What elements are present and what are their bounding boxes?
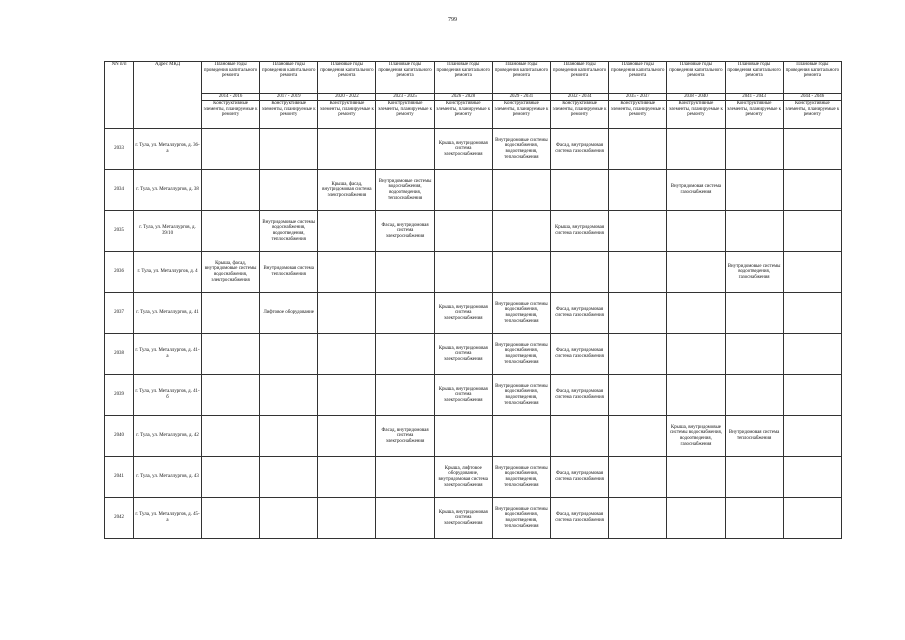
row-address: г. Тула, ул. Металлургов, д. 42	[134, 416, 202, 457]
repair-elements-cell	[434, 170, 492, 211]
row-address: г. Тула, ул. Металлургов, д. 41	[134, 293, 202, 334]
repair-elements-cell	[783, 293, 841, 334]
header-planned-years: Плановые годы проведения капитального ремонта	[550, 62, 608, 94]
table-row	[105, 375, 842, 416]
header-period: 2035 - 2037	[609, 94, 667, 101]
header-period: 2044 - 2046	[783, 94, 841, 101]
repair-elements-cell: Внутридомовые системы водоснабжения, водоотведения, теплоснабжения	[492, 293, 550, 334]
repair-elements-cell	[201, 457, 259, 498]
repair-elements-cell	[550, 252, 608, 293]
repair-elements-cell	[492, 170, 550, 211]
repair-elements-cell: Внутридомовые системы водоотведения, газоснабжения	[725, 252, 783, 293]
row-address: г. Тула, ул. Металлургов, д. 41-а	[134, 334, 202, 375]
header-period: 2017 - 2019	[260, 94, 318, 101]
repair-elements-cell	[783, 334, 841, 375]
repair-elements-cell	[260, 334, 318, 375]
table-row	[105, 293, 842, 334]
repair-elements-cell	[550, 170, 608, 211]
row-address: г. Тула, ул. Металлургов, д. 45-а	[134, 498, 202, 539]
repair-elements-cell	[318, 498, 376, 539]
repair-elements-cell	[667, 293, 725, 334]
repair-elements-cell	[783, 211, 841, 252]
repair-elements-cell: Крыша, фасад, внутридомовая система электроснабжения	[318, 170, 376, 211]
repair-elements-cell	[609, 129, 667, 170]
repair-elements-cell	[434, 416, 492, 457]
repair-elements-cell	[260, 416, 318, 457]
repair-elements-cell: Крыша, внутридомовые системы водоснабжения, водоотведения, газоснабжения	[667, 416, 725, 457]
row-number: 2040	[105, 416, 134, 457]
repair-elements-cell	[492, 211, 550, 252]
row-address: г. Тула, ул. Металлургов, д. 43	[134, 457, 202, 498]
repair-elements-cell	[609, 416, 667, 457]
repair-elements-cell: Внутридомовые системы водоснабжения, водоотведения, теплоснабжения	[492, 334, 550, 375]
repair-elements-cell	[725, 375, 783, 416]
header-period: 2026 - 2028	[434, 94, 492, 101]
header-num: NN п/п	[105, 62, 134, 129]
repair-elements-cell	[201, 170, 259, 211]
repair-elements-cell: Фасад, внутридомовая система газоснабжения	[550, 129, 608, 170]
repair-elements-cell: Внутридомовая система теплоснабжения	[260, 252, 318, 293]
header-elements: Конструктивные элементы, планируемые к ремонту	[318, 101, 376, 129]
header-period: 2023 - 2025	[376, 94, 434, 101]
row-number: 2034	[105, 170, 134, 211]
repair-elements-cell	[318, 129, 376, 170]
header-planned-years: Плановые годы проведения капитального ремонта	[492, 62, 550, 94]
header-planned-years: Плановые годы проведения капитального ремонта	[667, 62, 725, 94]
repair-elements-cell	[783, 129, 841, 170]
repair-elements-cell: Крыша, внутридомовая система газоснабжения	[550, 211, 608, 252]
header-elements: Конструктивные элементы, планируемые к ремонту	[783, 101, 841, 129]
header-planned-years: Плановые годы проведения капитального ремонта	[725, 62, 783, 94]
table-row	[105, 211, 842, 252]
repair-elements-cell: Внутридомовые системы водоснабжения, водоотведения, теплоснабжения	[492, 375, 550, 416]
repair-elements-cell	[667, 375, 725, 416]
repair-elements-cell	[318, 375, 376, 416]
repair-elements-cell: Внутридомовые системы водоснабжения, водоотведения, теплоснабжения	[492, 129, 550, 170]
repair-elements-cell	[318, 211, 376, 252]
repair-elements-cell	[783, 170, 841, 211]
row-number: 2033	[105, 129, 134, 170]
header-elements: Конструктивные элементы, планируемые к ремонту	[492, 101, 550, 129]
row-number: 2038	[105, 334, 134, 375]
row-number: 2042	[105, 498, 134, 539]
repair-elements-cell	[434, 211, 492, 252]
repair-elements-cell	[201, 498, 259, 539]
repair-elements-cell	[260, 170, 318, 211]
repair-elements-cell: Крыша, внутридомовая система электроснабжения	[434, 498, 492, 539]
row-address: г. Тула, ул. Металлургов, д. 41-б	[134, 375, 202, 416]
repair-elements-cell	[667, 457, 725, 498]
header-elements: Конструктивные элементы, планируемые к ремонту	[725, 101, 783, 129]
row-number: 2041	[105, 457, 134, 498]
repair-elements-cell: Внутридомовая система газоснабжения	[667, 170, 725, 211]
repair-elements-cell	[783, 375, 841, 416]
table-row	[105, 129, 842, 170]
repair-elements-cell	[609, 498, 667, 539]
repair-elements-cell: Крыша, внутридомовая система электроснабжения	[434, 334, 492, 375]
row-address: г. Тула, ул. Металлургов, д. 4	[134, 252, 202, 293]
repair-elements-cell	[201, 416, 259, 457]
repair-elements-cell	[201, 293, 259, 334]
repair-elements-cell: Крыша, внутридомовая система электроснабжения	[434, 129, 492, 170]
table-row	[105, 170, 842, 211]
repair-elements-cell	[376, 129, 434, 170]
header-period: 2041 - 2043	[725, 94, 783, 101]
repair-elements-cell	[376, 293, 434, 334]
repair-elements-cell	[725, 498, 783, 539]
repair-elements-cell	[318, 252, 376, 293]
repair-elements-cell: Крыша, фасад, внутридомовые системы водоснабжения, электроснабжения	[201, 252, 259, 293]
header-elements: Конструктивные элементы, планируемые к ремонту	[260, 101, 318, 129]
repair-elements-cell	[667, 334, 725, 375]
repair-elements-cell: Фасад, внутридомовая система газоснабжения	[550, 457, 608, 498]
repair-elements-cell: Внутридомовые системы водоснабжения, водоотведения, теплоснабжения	[376, 170, 434, 211]
repair-elements-cell	[667, 498, 725, 539]
repair-elements-cell: Внутридомовые системы водоснабжения, водоотведения, теплоснабжения	[260, 211, 318, 252]
repair-elements-cell	[609, 334, 667, 375]
repair-elements-cell: Фасад, внутридомовая система газоснабжения	[550, 498, 608, 539]
repair-elements-cell	[783, 498, 841, 539]
repair-elements-cell	[376, 334, 434, 375]
header-period: 2014 - 2016	[201, 94, 259, 101]
repair-elements-cell	[609, 211, 667, 252]
repair-elements-cell: Фасад, внутридомовая система газоснабжения	[550, 375, 608, 416]
repair-elements-cell	[609, 375, 667, 416]
table-row	[105, 498, 842, 539]
header-period: 2032 - 2034	[550, 94, 608, 101]
row-address: г. Тула, ул. Металлургов, д. 38	[134, 170, 202, 211]
table-row	[105, 252, 842, 293]
header-planned-years: Плановые годы проведения капитального ремонта	[201, 62, 259, 94]
header-period: 2038 - 2040	[667, 94, 725, 101]
header-planned-years: Плановые годы проведения капитального ремонта	[783, 62, 841, 94]
table-row	[105, 416, 842, 457]
repair-elements-cell	[492, 416, 550, 457]
repair-elements-cell	[376, 457, 434, 498]
repair-elements-cell	[492, 252, 550, 293]
repair-elements-cell	[783, 416, 841, 457]
repair-elements-cell	[318, 334, 376, 375]
repair-elements-cell	[609, 170, 667, 211]
row-address: г. Тула, ул. Металлургов, д. 39/10	[134, 211, 202, 252]
repair-elements-cell	[667, 129, 725, 170]
repair-elements-cell	[609, 457, 667, 498]
header-planned-years: Плановые годы проведения капитального ремонта	[434, 62, 492, 94]
repair-elements-cell	[260, 457, 318, 498]
header-elements: Конструктивные элементы, планируемые к ремонту	[201, 101, 259, 129]
capital-repair-schedule-table	[104, 61, 842, 539]
row-number: 2036	[105, 252, 134, 293]
repair-elements-cell	[201, 375, 259, 416]
repair-elements-cell	[783, 252, 841, 293]
row-address: г. Тула, ул. Металлургов, д. 36-а	[134, 129, 202, 170]
table-row	[105, 457, 842, 498]
repair-elements-cell	[667, 211, 725, 252]
row-number: 2039	[105, 375, 134, 416]
header-period: 2020 - 2022	[318, 94, 376, 101]
repair-elements-cell	[550, 416, 608, 457]
repair-elements-cell: Фасад, внутридомовая система электроснабжения	[376, 416, 434, 457]
header-address: Адрес МКД	[134, 62, 202, 129]
repair-elements-cell	[434, 252, 492, 293]
repair-elements-cell	[376, 252, 434, 293]
repair-elements-cell	[667, 252, 725, 293]
repair-elements-cell	[725, 457, 783, 498]
repair-elements-cell	[376, 375, 434, 416]
header-elements: Конструктивные элементы, планируемые к ремонту	[550, 101, 608, 129]
repair-elements-cell: Фасад, внутридомовая система газоснабжения	[550, 293, 608, 334]
header-planned-years: Плановые годы проведения капитального ремонта	[260, 62, 318, 94]
repair-elements-cell: Крыша, внутридомовая система электроснабжения	[434, 375, 492, 416]
repair-elements-cell: Фасад, внутридомовая система электроснабжения	[376, 211, 434, 252]
header-planned-years: Плановые годы проведения капитального ремонта	[609, 62, 667, 94]
header-elements: Конструктивные элементы, планируемые к ремонту	[434, 101, 492, 129]
repair-elements-cell	[201, 334, 259, 375]
repair-elements-cell	[609, 293, 667, 334]
repair-elements-cell	[609, 252, 667, 293]
header-planned-years: Плановые годы проведения капитального ремонта	[376, 62, 434, 94]
repair-elements-cell: Внутридомовая система теплоснабжения	[725, 416, 783, 457]
repair-elements-cell	[725, 170, 783, 211]
repair-elements-cell	[318, 416, 376, 457]
header-elements: Конструктивные элементы, планируемые к ремонту	[376, 101, 434, 129]
header-period: 2029 - 2031	[492, 94, 550, 101]
repair-elements-cell	[260, 129, 318, 170]
repair-elements-cell: Внутридомовые системы водоснабжения, водоотведения, теплоснабжения	[492, 457, 550, 498]
repair-elements-cell	[725, 293, 783, 334]
repair-elements-cell: Лифтовое оборудование	[260, 293, 318, 334]
page-number: 799	[448, 17, 457, 23]
repair-elements-cell	[783, 457, 841, 498]
repair-elements-cell	[260, 498, 318, 539]
repair-elements-cell: Крыша, внутридомовая система электроснабжения	[434, 293, 492, 334]
repair-elements-cell	[201, 211, 259, 252]
row-number: 2037	[105, 293, 134, 334]
repair-elements-cell: Крыша, лифтовое оборудование, внутридомовая система электроснабжения	[434, 457, 492, 498]
repair-elements-cell	[725, 334, 783, 375]
repair-elements-cell: Внутридомовые системы водоснабжения, водоотведения, теплоснабжения	[492, 498, 550, 539]
repair-elements-cell	[376, 498, 434, 539]
repair-elements-cell	[260, 375, 318, 416]
repair-elements-cell	[725, 129, 783, 170]
repair-elements-cell	[201, 129, 259, 170]
repair-elements-cell	[318, 293, 376, 334]
repair-elements-cell: Фасад, внутридомовая система газоснабжения	[550, 334, 608, 375]
repair-elements-cell	[725, 211, 783, 252]
repair-elements-cell	[318, 457, 376, 498]
table-row	[105, 334, 842, 375]
header-elements: Конструктивные элементы, планируемые к ремонту	[609, 101, 667, 129]
header-elements: Конструктивные элементы, планируемые к ремонту	[667, 101, 725, 129]
header-planned-years: Плановые годы проведения капитального ремонта	[318, 62, 376, 94]
row-number: 2035	[105, 211, 134, 252]
